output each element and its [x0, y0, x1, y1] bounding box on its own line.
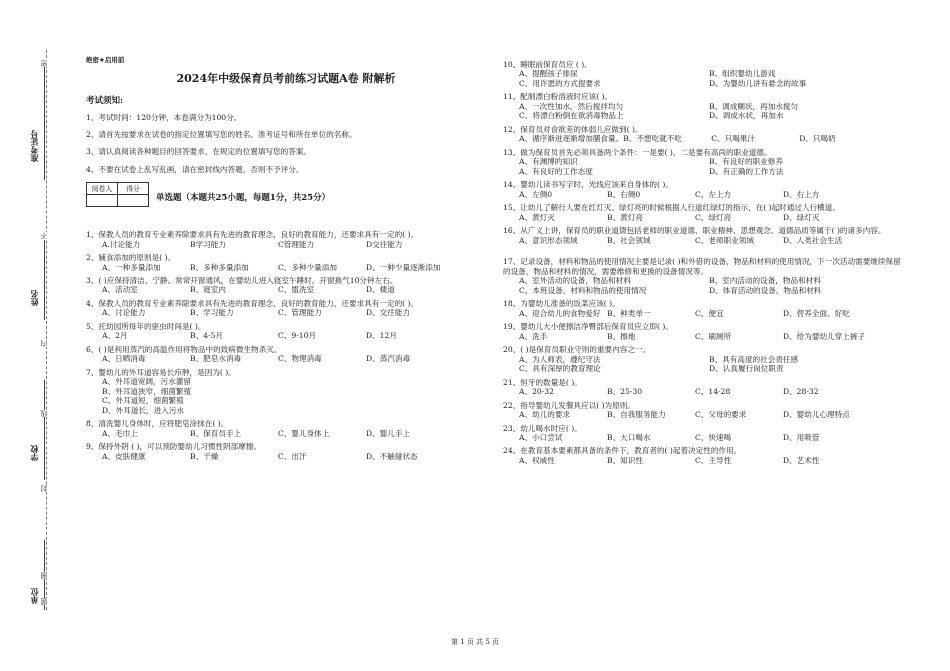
answer-option[interactable]: C、快速喝	[695, 432, 732, 442]
answer-option[interactable]: A、皮肤健康	[102, 451, 146, 461]
question-item	[503, 446, 903, 465]
seal-line	[46, 50, 47, 610]
seal-char: 封	[40, 485, 48, 492]
option-group	[503, 69, 903, 88]
notice-item: 4、不要在试卷上乱写乱画，请在密封线内答题，否则不予评分。	[86, 164, 304, 174]
seal-char: 内	[40, 340, 48, 347]
question-text: 16、从广义上讲，保育员的职业道德包括老师的职业道德、职业精神、思想观念、道德品质等属于( )的诸多内容。	[503, 226, 886, 236]
school-label: 学校	[30, 445, 39, 461]
answer-option[interactable]: D、给为婴幼儿穿上裤子	[783, 331, 866, 341]
answer-option[interactable]: B、调成糊状，再加水搅匀	[709, 101, 799, 111]
answer-option[interactable]: D、婴幼儿心理特点	[783, 410, 850, 420]
seal-char: 线	[40, 410, 48, 417]
question-text: 11、配制漂白粉溶液时应该( )。	[503, 92, 613, 102]
option-group	[503, 276, 903, 295]
question-text: 5、托幼园所每年的驱虫时间是( )。	[86, 321, 206, 331]
answer-option[interactable]: A、20-32	[519, 387, 554, 397]
notice-heading: 考试须知:	[86, 95, 124, 106]
answer-option[interactable]: C、刷厕所	[695, 331, 732, 341]
answer-option[interactable]: C、只喝果汁	[711, 134, 755, 144]
question-item	[503, 92, 903, 120]
answer-option[interactable]: A、洗手	[519, 331, 548, 341]
option-group	[503, 355, 903, 374]
question-text: 15、让幼儿了解行人要在红灯灭、绿灯亮的时候根据人行道红绿灯的指示，在( )起时通过人行横道。	[503, 203, 840, 213]
question-item	[503, 60, 903, 88]
answer-option[interactable]: B、学习能力	[190, 308, 234, 318]
answer-option[interactable]: C、父母的要求	[695, 410, 747, 420]
answer-option[interactable]: B、大口喝水	[607, 432, 651, 442]
answer-option[interactable]: A、提醒孩子排尿	[519, 69, 578, 79]
answer-option[interactable]: D、只喝奶	[799, 134, 836, 144]
option-group	[503, 410, 903, 419]
answer-option[interactable]: C、具有深厚的教育理论	[519, 364, 601, 374]
question-item	[503, 180, 903, 199]
answer-option[interactable]: A、有渊博的知识	[519, 157, 578, 167]
unit-label: 单位	[30, 588, 39, 604]
option-group	[86, 354, 486, 363]
score-label: 得分	[118, 183, 149, 195]
question-text: 20、( )是保育员职业守则的重要内容之一。	[503, 345, 651, 355]
answer-option[interactable]: D、一种少量逐渐添加	[366, 262, 441, 272]
score-box	[86, 182, 149, 207]
answer-option[interactable]: D、认真履行岗位职责	[709, 364, 784, 374]
question-item	[86, 276, 486, 295]
reviewer-label: 阅卷人	[87, 183, 118, 195]
answer-option[interactable]: A、意识形态领域	[519, 235, 578, 245]
answer-option[interactable]: A、为人师表，遵纪守法	[519, 354, 601, 364]
question-item	[503, 345, 903, 373]
question-text: 19、婴幼儿大小便擦洁净臀部后保育员应立即( )。	[503, 322, 673, 332]
answer-option[interactable]: D、为婴幼儿讲有悬念的故事	[709, 78, 807, 88]
answer-option[interactable]: B、组织婴幼儿游戏	[709, 69, 776, 79]
answer-option[interactable]: D、交往能力	[366, 308, 411, 318]
question-item	[503, 299, 903, 318]
seal-char: 题	[40, 598, 48, 605]
answer-option[interactable]: A、小口尝试	[519, 432, 563, 442]
option-group	[86, 308, 486, 317]
answer-option[interactable]: D、外耳道长，进入污水	[102, 405, 185, 415]
answer-option[interactable]: A、循序渐进逐渐增加膳食量。	[519, 134, 624, 144]
question-text: 13、做为保育员首先必须具备两个条件：一是要( )，二是要有高尚的职业道德。	[503, 147, 772, 157]
answer-option[interactable]: A、毛巾上	[102, 428, 138, 438]
right-question-list	[503, 60, 903, 465]
option-group	[503, 387, 903, 396]
option-group	[86, 452, 486, 461]
seal-char: 密	[40, 60, 48, 67]
option-group	[86, 331, 486, 340]
score-cell[interactable]	[118, 195, 149, 207]
answer-option[interactable]: A、一种多量添加	[102, 262, 161, 272]
answer-option[interactable]: C、主导性	[695, 455, 732, 465]
question-text: 9、保持外阴 ( )，可以预防婴幼儿习惯性阴部摩擦。	[86, 442, 262, 452]
notice-item: 1、考试时间：120分钟，本卷满分为100分。	[86, 112, 242, 122]
answer-option[interactable]: C、婴儿身体上	[278, 428, 330, 438]
answer-option[interactable]: D、营养全面、好吃	[783, 308, 850, 318]
answer-option[interactable]: B、不想吃就不吃	[623, 134, 682, 144]
answer-option[interactable]: C、老师职业领域	[695, 235, 754, 245]
question-item	[503, 125, 903, 144]
option-group	[86, 240, 486, 249]
right-column	[503, 56, 903, 465]
answer-option[interactable]: D、28-32	[783, 387, 819, 397]
question-item	[86, 442, 486, 461]
question-text: 21、恒牙的数量是( )。	[503, 377, 582, 387]
option-group	[503, 236, 903, 245]
question-text: 12、保育员对食欲差的体弱儿应做到( )。	[503, 124, 643, 134]
question-item	[503, 401, 903, 420]
question-item	[503, 226, 903, 245]
option-group	[86, 285, 486, 294]
answer-option[interactable]: B、干燥	[190, 451, 219, 461]
answer-option[interactable]: C、盥洗室	[278, 285, 315, 295]
answer-option[interactable]: D、不触碰状态	[366, 451, 418, 461]
option-group	[86, 377, 486, 415]
question-item	[503, 322, 903, 341]
question-text: 18、为婴幼儿准备的饭菜应该( )。	[503, 299, 620, 309]
answer-option[interactable]: D、调成水状，再加水	[709, 111, 784, 121]
answer-option[interactable]: D、用吸管	[783, 432, 820, 442]
option-group	[503, 190, 903, 199]
answer-option[interactable]: B、室内活动的设备，物品和材料	[709, 276, 821, 286]
answer-option[interactable]: D、12月	[366, 331, 397, 341]
option-group	[503, 102, 903, 121]
answer-option[interactable]: B、肥皂水消毒	[190, 354, 242, 364]
binding-margin	[0, 0, 60, 671]
answer-option[interactable]: A、迎合幼儿的食物爱好	[519, 308, 601, 318]
answer-option[interactable]: A、日晒消毒	[102, 354, 146, 364]
exam-title: 2024年中级保育员考前练习试题A卷 附解析	[176, 72, 396, 86]
answer-option[interactable]: B、寝室内	[190, 285, 226, 295]
answer-option[interactable]: B、外耳道狭窄，细菌繁殖	[102, 386, 192, 396]
answer-option[interactable]: B、保育员手上	[190, 428, 242, 438]
question-text: 22、指导婴幼儿发餐具应以( )为原则。	[503, 400, 635, 410]
section-title: 单选题（本题共25小题，每题1分，共25分）	[156, 193, 331, 204]
question-item	[503, 148, 903, 176]
answer-option[interactable]: C、绿灯亮	[695, 212, 732, 222]
answer-option[interactable]: D、有正确的工作方法	[709, 166, 784, 176]
question-item	[86, 230, 486, 249]
answer-option[interactable]: B学习能力	[190, 239, 226, 249]
answer-option[interactable]: A、室外活动的设备，物品和材料	[519, 276, 631, 286]
answer-option[interactable]: B、黄灯亮	[607, 212, 643, 222]
question-text: 1、保教人员的教育专业素养除要求具有先进的教育理念，良好的教育能力，还要求具有一定的( )。	[86, 230, 419, 240]
answer-option[interactable]: C、用许愿的方式提要求	[519, 78, 601, 88]
answer-option[interactable]: B、具有高度的社会责任感	[709, 354, 799, 364]
question-item	[86, 345, 486, 364]
option-group	[503, 433, 903, 442]
option-group	[86, 263, 486, 272]
seal-char: 不	[40, 232, 48, 239]
notice-item: 3、请认真阅读各种题目的回答要求，在规定的位置填写您的答案。	[86, 147, 312, 157]
answer-option[interactable]: C、9-10月	[278, 331, 317, 341]
answer-option[interactable]: B、自我服务能力	[607, 410, 666, 420]
option-group	[503, 456, 903, 465]
option-group	[503, 134, 903, 143]
question-text: 7、婴幼儿的外耳道容易长疖肿，是因为( )。	[86, 367, 236, 377]
seal-char: 圈	[40, 572, 48, 579]
answer-option[interactable]: C、便宜	[695, 308, 724, 318]
answer-option[interactable]: C、外耳道短，细菌繁殖	[102, 396, 184, 406]
question-item	[503, 424, 903, 443]
answer-option[interactable]: A.讨论能力	[102, 239, 141, 249]
answer-option[interactable]: A、一次性加水，然后搅拌均匀	[519, 101, 624, 111]
answer-option[interactable]: D、蒸汽消毒	[366, 354, 411, 364]
question-text: 14、婴幼儿读书写字时，光线应该来自身体的( )。	[503, 180, 673, 190]
answer-option[interactable]: C、左上方	[695, 189, 732, 199]
answer-option[interactable]: B、有良好的职业修养	[709, 157, 783, 167]
question-text: 3、( )应保持清洁、宁静、常常开窗通风，在婴幼儿进入寝室午睡时，开窗换气10分钟左右。	[86, 276, 398, 285]
school-blank[interactable]	[44, 380, 45, 480]
answer-option[interactable]: C、管理能力	[278, 308, 322, 318]
answer-option[interactable]: D交往能力	[366, 239, 403, 249]
question-item	[86, 299, 486, 318]
answer-option[interactable]: B、右侧0	[607, 189, 641, 199]
question-text: 10、睡眠前保育员应 ( )。	[503, 60, 592, 69]
answer-option[interactable]: A、2月	[102, 331, 128, 341]
question-item	[503, 203, 903, 222]
answer-option[interactable]: C、14-28	[695, 387, 731, 397]
answer-option[interactable]: B、25-30	[607, 387, 643, 397]
answer-option[interactable]: A、权威性	[519, 455, 555, 465]
answer-option[interactable]: B、知识性	[607, 455, 643, 465]
answer-option[interactable]: A、有良好的工作态度	[519, 166, 593, 176]
exam-number-label: 准考证号	[30, 130, 39, 162]
answer-option[interactable]: D、婴儿手上	[366, 428, 411, 438]
answer-option[interactable]: A、活动室	[102, 285, 138, 295]
left-column	[86, 56, 486, 461]
reviewer-cell[interactable]	[87, 195, 118, 207]
answer-option[interactable]: A、幼儿的要求	[519, 410, 571, 420]
answer-option[interactable]: C、将漂白粉倒在欲消毒物品上	[519, 111, 624, 121]
question-text: 6、( )是利用蒸汽的高温作用将物品中的致病微生物杀灭。	[86, 344, 282, 354]
question-item	[86, 253, 486, 272]
question-item	[503, 378, 903, 397]
option-group	[86, 429, 486, 438]
answer-option[interactable]: A、黄灯灭	[519, 212, 555, 222]
question-item	[86, 368, 486, 415]
answer-option[interactable]: D、右上方	[783, 189, 820, 199]
answer-option[interactable]: B、多种多量添加	[190, 262, 249, 272]
answer-option[interactable]: D、人类社会生活	[783, 235, 843, 245]
question-text: 8、清洗婴儿身体时，应将肥皂涂抹在( )。	[86, 419, 229, 429]
answer-option[interactable]: C、多种少量添加	[278, 262, 337, 272]
question-text: 24、在教育基本要素都具备的条件下，教育者的( )起着决定性的作用。	[503, 446, 742, 456]
option-group	[503, 309, 903, 318]
answer-option[interactable]: A、讨论能力	[102, 308, 146, 318]
question-text: 4、保教人员的教育专业素养除要求具有先进的教育理念，良好的教育能力，还要求具有一定的( )。	[86, 298, 419, 308]
option-group	[503, 332, 903, 341]
name-blank[interactable]	[44, 240, 45, 320]
question-text: 2、辅食添加的原则是( )。	[86, 253, 176, 263]
left-question-list	[86, 230, 486, 461]
secret-mark: 绝密★启用前	[86, 56, 125, 64]
answer-option[interactable]: C、本班设备，材料和物品的使用情况	[519, 285, 647, 295]
answer-option[interactable]: B、擦地	[607, 331, 636, 341]
answer-option[interactable]: A、左侧0	[519, 189, 553, 199]
exam-number-blank[interactable]	[44, 60, 45, 180]
notice-item: 2、请首先按要求在试卷的指定位置填写您的姓名、准考证号和所在单位的名称。	[86, 129, 357, 139]
answer-option[interactable]: D、绿灯灭	[783, 212, 820, 222]
question-item	[86, 419, 486, 438]
answer-option[interactable]: B、社会领域	[607, 235, 651, 245]
page-footer: 第 1 页 共 5 页	[450, 638, 500, 646]
answer-option[interactable]: D、体育活动的设备，物品和材料	[709, 285, 822, 295]
answer-option[interactable]: D、艺术性	[783, 455, 820, 465]
question-item	[503, 257, 903, 295]
answer-option[interactable]: C、出汗	[278, 451, 307, 461]
option-group	[503, 213, 903, 222]
question-text: 23、幼儿喝水时应( )。	[503, 423, 582, 433]
answer-option[interactable]: D、楼道	[366, 285, 395, 295]
question-text: 17、记录设备，材料和物品的使用情况主要是记录( )和外借的设备，物品和材料的使用情况，下一次活动需要继续保留的设备，物品和材料的情况，需要维修和更换的设备情况等。	[503, 257, 901, 276]
name-label: 姓名	[30, 290, 39, 306]
answer-option[interactable]: C、物理消毒	[278, 354, 322, 364]
answer-option[interactable]: B、4-5月	[190, 331, 223, 341]
answer-option[interactable]: B、种类单一	[607, 308, 651, 318]
question-item	[86, 322, 486, 341]
answer-option[interactable]: C管理能力	[278, 239, 315, 249]
spacer	[503, 245, 903, 253]
option-group	[503, 157, 903, 176]
answer-option[interactable]: A、外耳道宽阔，污水灌留	[102, 377, 192, 387]
